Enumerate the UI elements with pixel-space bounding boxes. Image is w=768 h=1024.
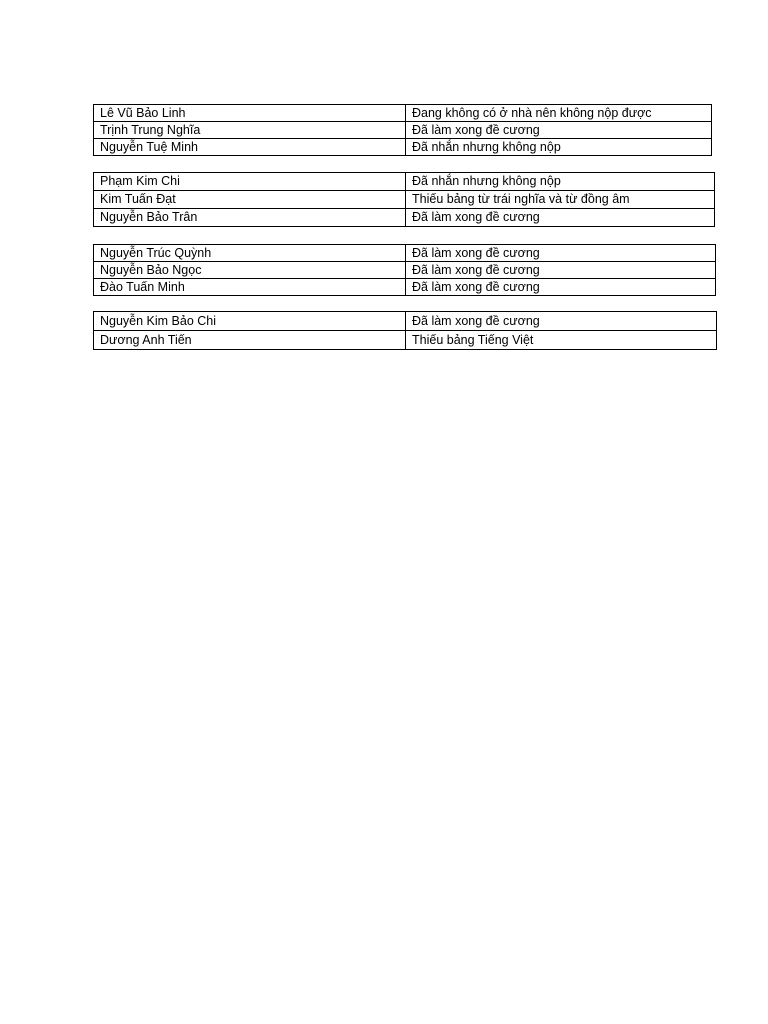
status-cell: Thiếu bảng từ trái nghĩa và từ đồng âm bbox=[406, 191, 715, 209]
status-table-2 bbox=[93, 172, 715, 227]
table-row bbox=[94, 279, 716, 296]
student-name-cell: Nguyễn Tuệ Minh bbox=[94, 139, 406, 156]
student-name-cell: Lê Vũ Bảo Linh bbox=[94, 105, 406, 122]
table-row bbox=[94, 122, 712, 139]
status-cell: Đã làm xong đề cương bbox=[406, 262, 716, 279]
table-row bbox=[94, 139, 712, 156]
status-table-1 bbox=[93, 104, 712, 156]
status-table-3 bbox=[93, 244, 716, 296]
student-name-cell: Đào Tuấn Minh bbox=[94, 279, 406, 296]
student-name-cell: Nguyễn Bảo Trân bbox=[94, 209, 406, 227]
table-row bbox=[94, 262, 716, 279]
table-row bbox=[94, 173, 715, 191]
table-row bbox=[94, 331, 717, 350]
status-cell: Đang không có ở nhà nên không nộp được bbox=[406, 105, 712, 122]
table-row bbox=[94, 312, 717, 331]
student-name-cell: Kim Tuấn Đạt bbox=[94, 191, 406, 209]
student-name-cell: Nguyễn Trúc Quỳnh bbox=[94, 245, 406, 262]
student-name-cell: Trịnh Trung Nghĩa bbox=[94, 122, 406, 139]
status-cell: Đã làm xong đề cương bbox=[406, 312, 717, 331]
status-cell: Đã nhắn nhưng không nộp bbox=[406, 139, 712, 156]
table-row bbox=[94, 191, 715, 209]
status-cell: Đã làm xong đề cương bbox=[406, 245, 716, 262]
table-row bbox=[94, 209, 715, 227]
status-cell: Đã làm xong đề cương bbox=[406, 209, 715, 227]
status-cell: Đã làm xong đề cương bbox=[406, 279, 716, 296]
status-table-4 bbox=[93, 311, 717, 350]
student-name-cell: Dương Anh Tiến bbox=[94, 331, 406, 350]
table-row bbox=[94, 105, 712, 122]
status-cell: Đã làm xong đề cương bbox=[406, 122, 712, 139]
table-row bbox=[94, 245, 716, 262]
student-name-cell: Phạm Kim Chi bbox=[94, 173, 406, 191]
status-cell: Thiếu bảng Tiếng Việt bbox=[406, 331, 717, 350]
student-name-cell: Nguyễn Kim Bảo Chi bbox=[94, 312, 406, 331]
student-name-cell: Nguyễn Bảo Ngọc bbox=[94, 262, 406, 279]
status-cell: Đã nhắn nhưng không nộp bbox=[406, 173, 715, 191]
